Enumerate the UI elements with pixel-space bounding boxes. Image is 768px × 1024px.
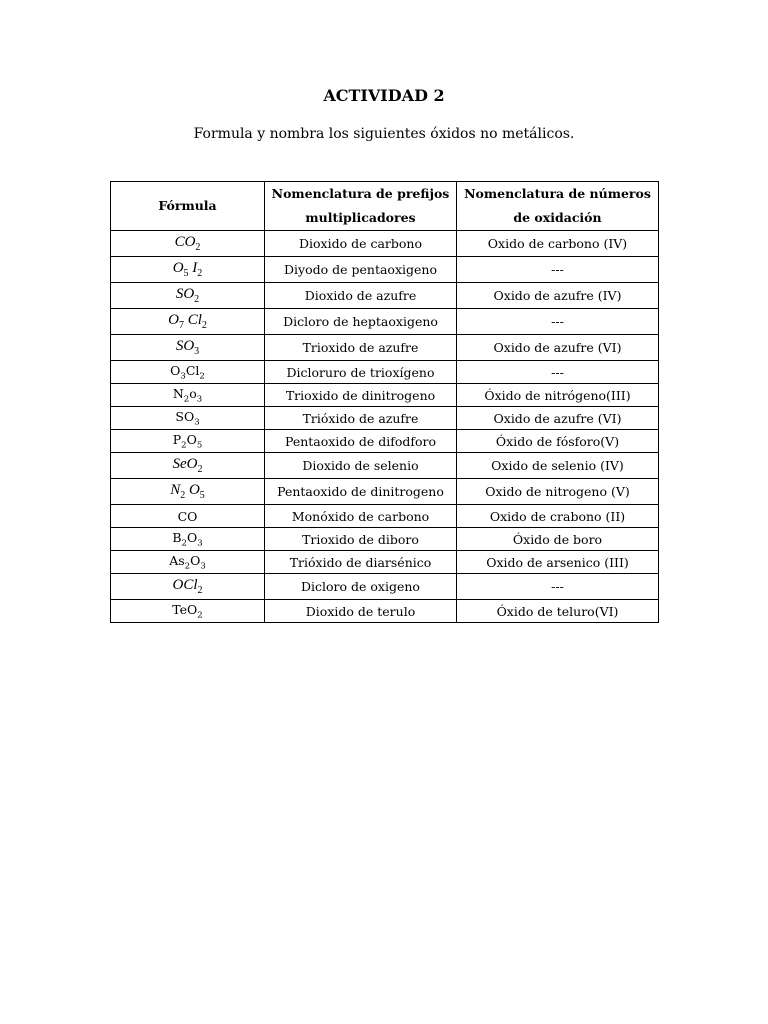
prefix-name-cell: Monóxido de carbono [265,505,457,528]
formula-subscript: 2 [197,610,203,621]
oxidation-name-cell: Oxido de selenio (IV) [457,453,659,479]
chemical-formula [172,577,203,596]
formula-subscript: 2 [195,242,201,253]
formula-subscript: 3 [194,417,200,428]
prefix-name-cell: Pentaoxido de dinitrogeno [265,479,457,505]
formula-symbol: O [186,529,198,545]
formula-symbol: O [185,482,200,498]
formula-subscript: 2 [181,538,187,549]
formula-symbol: I [188,260,198,276]
formula-subscript: 2 [201,320,207,331]
chemical-formula [172,601,203,621]
formula-symbol: As [169,552,185,568]
chemical-formula [172,431,203,451]
oxidation-name-cell: --- [457,309,659,335]
oxidation-name-cell: Oxido de nitrogeno (V) [457,479,659,505]
prefix-name-cell: Trioxido de diboro [265,528,457,551]
formula-subscript: 2 [197,585,203,596]
oxidation-name-cell: Oxido de azufre (VI) [457,407,659,430]
formula-subscript: 3 [194,346,200,357]
formula-cell [111,551,265,574]
header-prefix-nomenclature: Nomenclatura de prefijos multiplicadores [265,182,457,231]
table-row [111,505,659,528]
formula-subscript: 2 [183,394,190,405]
formula-subscript: 2 [181,440,187,451]
chemical-formula [175,408,200,428]
chemical-formula [170,362,205,382]
table-row [111,574,659,600]
header-formula: Fórmula [111,182,265,231]
table-row [111,361,659,384]
table-row [111,231,659,257]
chemical-formula [170,482,205,501]
oxidation-name-cell: --- [457,361,659,384]
table-header-row [111,182,659,231]
formula-subscript: 5 [196,440,203,451]
formula-symbol: SO [175,286,195,302]
oxidation-name-cell: Óxido de boro [457,528,659,551]
formula-symbol: Cl [185,362,200,378]
formula-symbol: O [172,260,184,276]
formula-cell [111,384,265,407]
oxidation-name-cell: Oxido de azufre (IV) [457,283,659,309]
formula-cell [111,309,265,335]
formula-subscript: 3 [196,394,203,405]
formula-symbol: SO [175,338,195,354]
oxidation-name-cell: Oxido de crabono (II) [457,505,659,528]
formula-cell [111,430,265,453]
table-row [111,600,659,623]
formula-symbol: o [189,385,197,401]
formula-cell [111,600,265,623]
formula-subscript: 5 [183,268,189,279]
formula-cell [111,453,265,479]
prefix-name-cell: Trioxido de azufre [265,335,457,361]
oxidation-name-cell: --- [457,257,659,283]
formula-symbol: O [168,312,179,328]
table-body [111,231,659,623]
oxides-table [110,181,659,623]
document-title: ACTIVIDAD 2 [323,86,445,105]
formula-cell [111,479,265,505]
chemical-formula [175,286,200,305]
prefix-name-cell: Pentaoxido de difodforo [265,430,457,453]
chemical-formula [178,509,198,524]
formula-symbol: N [170,482,181,498]
table-row [111,335,659,361]
prefix-name-cell: Trioxido de dinitrogeno [265,384,457,407]
formula-symbol: N [172,385,184,401]
prefix-name-cell: Dioxido de carbono [265,231,457,257]
formula-subscript: 2 [197,464,203,475]
prefix-name-cell: Dioxido de selenio [265,453,457,479]
table-row [111,551,659,574]
formula-cell [111,407,265,430]
formula-symbol: CO [174,234,196,250]
formula-cell [111,257,265,283]
prefix-name-cell: Dioxido de azufre [265,283,457,309]
formula-cell [111,361,265,384]
chemical-formula [172,529,203,549]
chemical-formula [175,338,200,357]
oxidation-name-cell: Óxido de teluro(VI) [457,600,659,623]
formula-symbol: SeO [172,456,198,472]
header-oxidation-nomenclature: Nomenclatura de números de oxidación [457,182,659,231]
chemical-formula [174,234,201,253]
formula-subscript: 7 [178,320,184,331]
formula-subscript: 2 [194,294,200,305]
formula-symbol: B [172,529,182,545]
table-row [111,453,659,479]
formula-cell [111,335,265,361]
prefix-name-cell: Diyodo de pentaoxigeno [265,257,457,283]
table-row [111,309,659,335]
table-row [111,479,659,505]
formula-symbol: OCl [172,577,198,593]
formula-cell [111,283,265,309]
oxidation-name-cell: Oxido de carbono (IV) [457,231,659,257]
formula-symbol: O [170,362,181,378]
table-row [111,430,659,453]
formula-subscript: 2 [199,371,205,382]
table-row [111,384,659,407]
table-row [111,528,659,551]
oxidation-name-cell: Oxido de arsenico (III) [457,551,659,574]
formula-cell [111,505,265,528]
formula-subscript: 2 [180,490,186,501]
chemical-formula [168,312,207,331]
prefix-name-cell: Trióxido de azufre [265,407,457,430]
oxidation-name-cell: --- [457,574,659,600]
formula-subscript: 5 [199,490,205,501]
instruction-text: Formula y nombra los siguientes óxidos no metálicos. [193,126,575,142]
prefix-name-cell: Trióxido de diarsénico [265,551,457,574]
formula-subscript: 3 [180,371,186,382]
chemical-formula [172,385,203,405]
formula-subscript: 2 [184,561,191,572]
table-row [111,257,659,283]
formula-symbol: CO [177,508,198,524]
formula-subscript: 2 [197,268,203,279]
prefix-name-cell: Dioxido de terulo [265,600,457,623]
chemical-formula [172,456,203,475]
oxidation-name-cell: Oxido de azufre (VI) [457,335,659,361]
formula-symbol: O [190,552,201,568]
formula-symbol: TeO [172,601,198,617]
formula-subscript: 3 [200,561,206,572]
formula-subscript: 3 [197,538,203,549]
oxidation-name-cell: Óxido de fósforo(V) [457,430,659,453]
prefix-name-cell: Dicloro de heptaoxigeno [265,309,457,335]
chemical-formula [172,260,203,279]
prefix-name-cell: Dicloro de oxigeno [265,574,457,600]
oxidation-name-cell: Óxido de nitrógeno(III) [457,384,659,407]
formula-symbol: O [186,431,197,447]
formula-symbol: SO [175,408,195,424]
table-row [111,407,659,430]
formula-cell [111,528,265,551]
formula-cell [111,574,265,600]
formula-symbol: Cl [183,312,202,328]
table-row [111,283,659,309]
prefix-name-cell: Dicloruro de trioxígeno [265,361,457,384]
formula-cell [111,231,265,257]
chemical-formula [169,552,206,572]
formula-symbol: P [172,431,182,447]
